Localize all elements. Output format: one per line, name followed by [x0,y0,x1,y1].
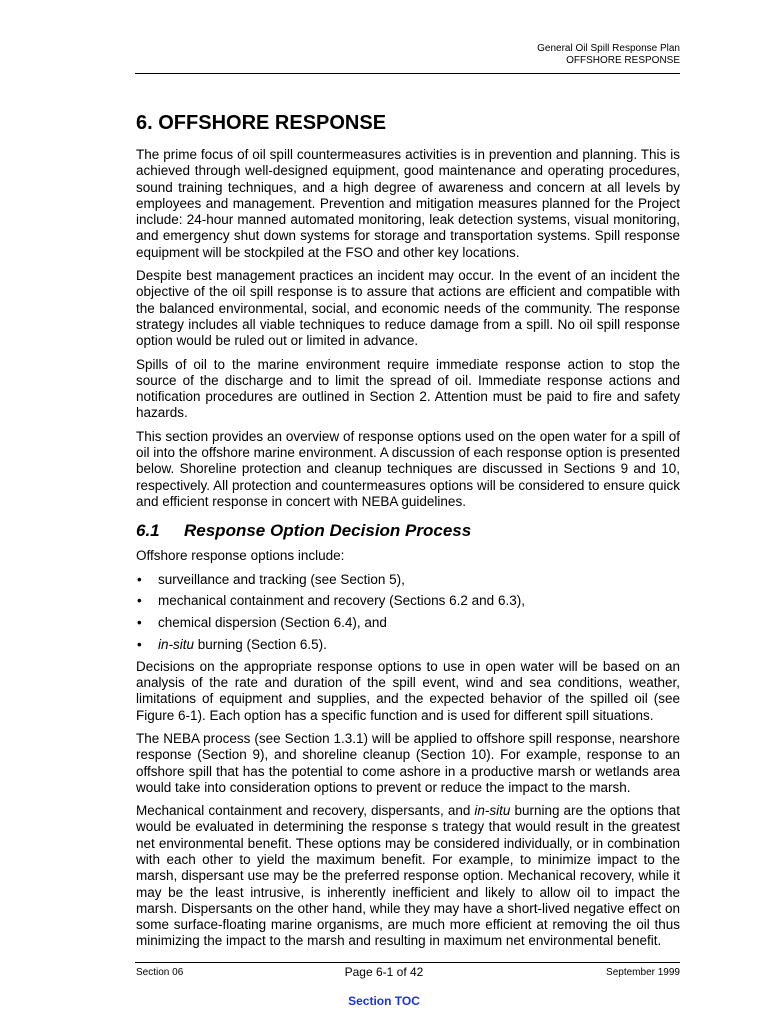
paragraph-2: Despite best management practices an incident may occur. In the event of an incident the objective of the oil spill response is to assure that actions are efficient and compatible with the balanced environmental, social, and economic needs of the community. The response strategy includes all viable techniques to reduce damage from a spill. No oil spill response option would be ruled out or limited in advance. [136,268,680,349]
paragraph-7-rest: burning are the options that would be evaluated in determining the response s trategy that would result in the greatest net environmental benefit. These options may be considered individually, or in combination with each other to yield the maximum benefit. For example, to minimize impact to the marsh, dispersant use may be the preferred response option. Mechanical recovery, while it may be the least intrusive, is inherently inefficient and likely to allow oil to impact the marsh. Dispersants on the other hand, while they may have a short-lived negative effect on some surface-floating marine organisms, are much more efficient at removing the oil thus minimizing the impact to the marsh and resulting in maximum net environmental benefit. [136,803,680,949]
list-item-text: chemical dispersion (Section 6.4), and [158,615,387,631]
section-title: Response Option Decision Process [184,521,472,541]
bullet-icon: • [137,636,142,652]
section-toc-link[interactable]: Section TOC [348,994,420,1008]
page-title: 6. OFFSHORE RESPONSE [136,112,387,134]
list-item [136,615,680,631]
footer-divider [135,962,680,963]
footer-page-number: Page 6-1 of 42 [344,965,424,979]
paragraph-4: This section provides an overview of response options used on the open water for a spill of oil into the offshore marine environment. A discussion of each response option is presented below. Shoreline protection and cleanup techniques are discussed in Sections 9 and 10, respectively. All protection and countermeasures options will be considered to ensure quick and efficient response in concert with NEBA guidelines. [136,428,680,509]
footer-date: September 1999 [606,967,680,978]
paragraph-3: Spills of oil to the marine environment require immediate response action to stop the source of the discharge and to limit the spread of oil. Immediate response actions and notification procedures are outlined in Section 2. Attention must be paid to fire and safety hazards. [136,356,680,421]
bullet-icon: • [137,615,142,631]
header-document-title: General Oil Spill Response Plan [537,43,680,54]
options-list [136,572,680,654]
paragraph-7 [136,803,680,950]
list-item-text: burning (Section 6.5). [194,636,327,652]
paragraph-6: The NEBA process (see Section 1.3.1) will be applied to offshore spill response, nearshore response (Section 9), and shoreline cleanup (Section 10). For example, response to an offshore spill that has the potential to come ashore in a productive marsh or wetlands area would take into consideration options to prevent or reduce the impact to the marsh. [136,730,680,795]
footer-section: Section 06 [136,967,184,978]
section-number: 6.1 [136,521,160,541]
header-divider [135,73,680,74]
list-item-text: mechanical containment and recovery (Sections 6.2 and 6.3), [158,593,525,609]
paragraph-7-italic: in-situ [474,803,511,819]
options-intro: Offshore response options include: [136,548,345,564]
paragraph-5: Decisions on the appropriate response options to use in open water will be based on an analysis of the rate and duration of the spill event, wind and sea conditions, weather, limitations of equipment and supplies, and the expected behavior of the spilled oil (see Figure 6-1). Each option has a specific function and is used for different spill situations. [136,658,680,723]
list-item-italic-text: in-situ [158,636,195,652]
paragraph-1: The prime focus of oil spill countermeasures activities is in prevention and planning. This is achieved through well-designed equipment, good maintenance and operating procedures, sound training techniques, and a high degree of awareness and concern at all levels by employees and management. Prevention and mitigation measures planned for the Project include: 24-hour manned automated monitoring, leak detection systems, visual monitoring, and emergency shut down systems for storage and transportation systems. Spill response equipment will be stockpiled at the FSO and other key locations. [136,147,680,260]
page-header [537,43,680,67]
page-content [136,111,680,957]
section-heading [136,520,680,541]
list-item [136,637,680,653]
header-section-title: OFFSHORE RESPONSE [566,55,680,66]
list-item-text: surveillance and tracking (see Section 5), [158,571,405,587]
bullet-icon: • [137,593,142,609]
list-item [136,572,680,588]
list-item [136,593,680,609]
paragraph-7-start: Mechanical containment and recovery, dispersants, and [136,803,475,819]
bullet-icon: • [137,571,142,587]
